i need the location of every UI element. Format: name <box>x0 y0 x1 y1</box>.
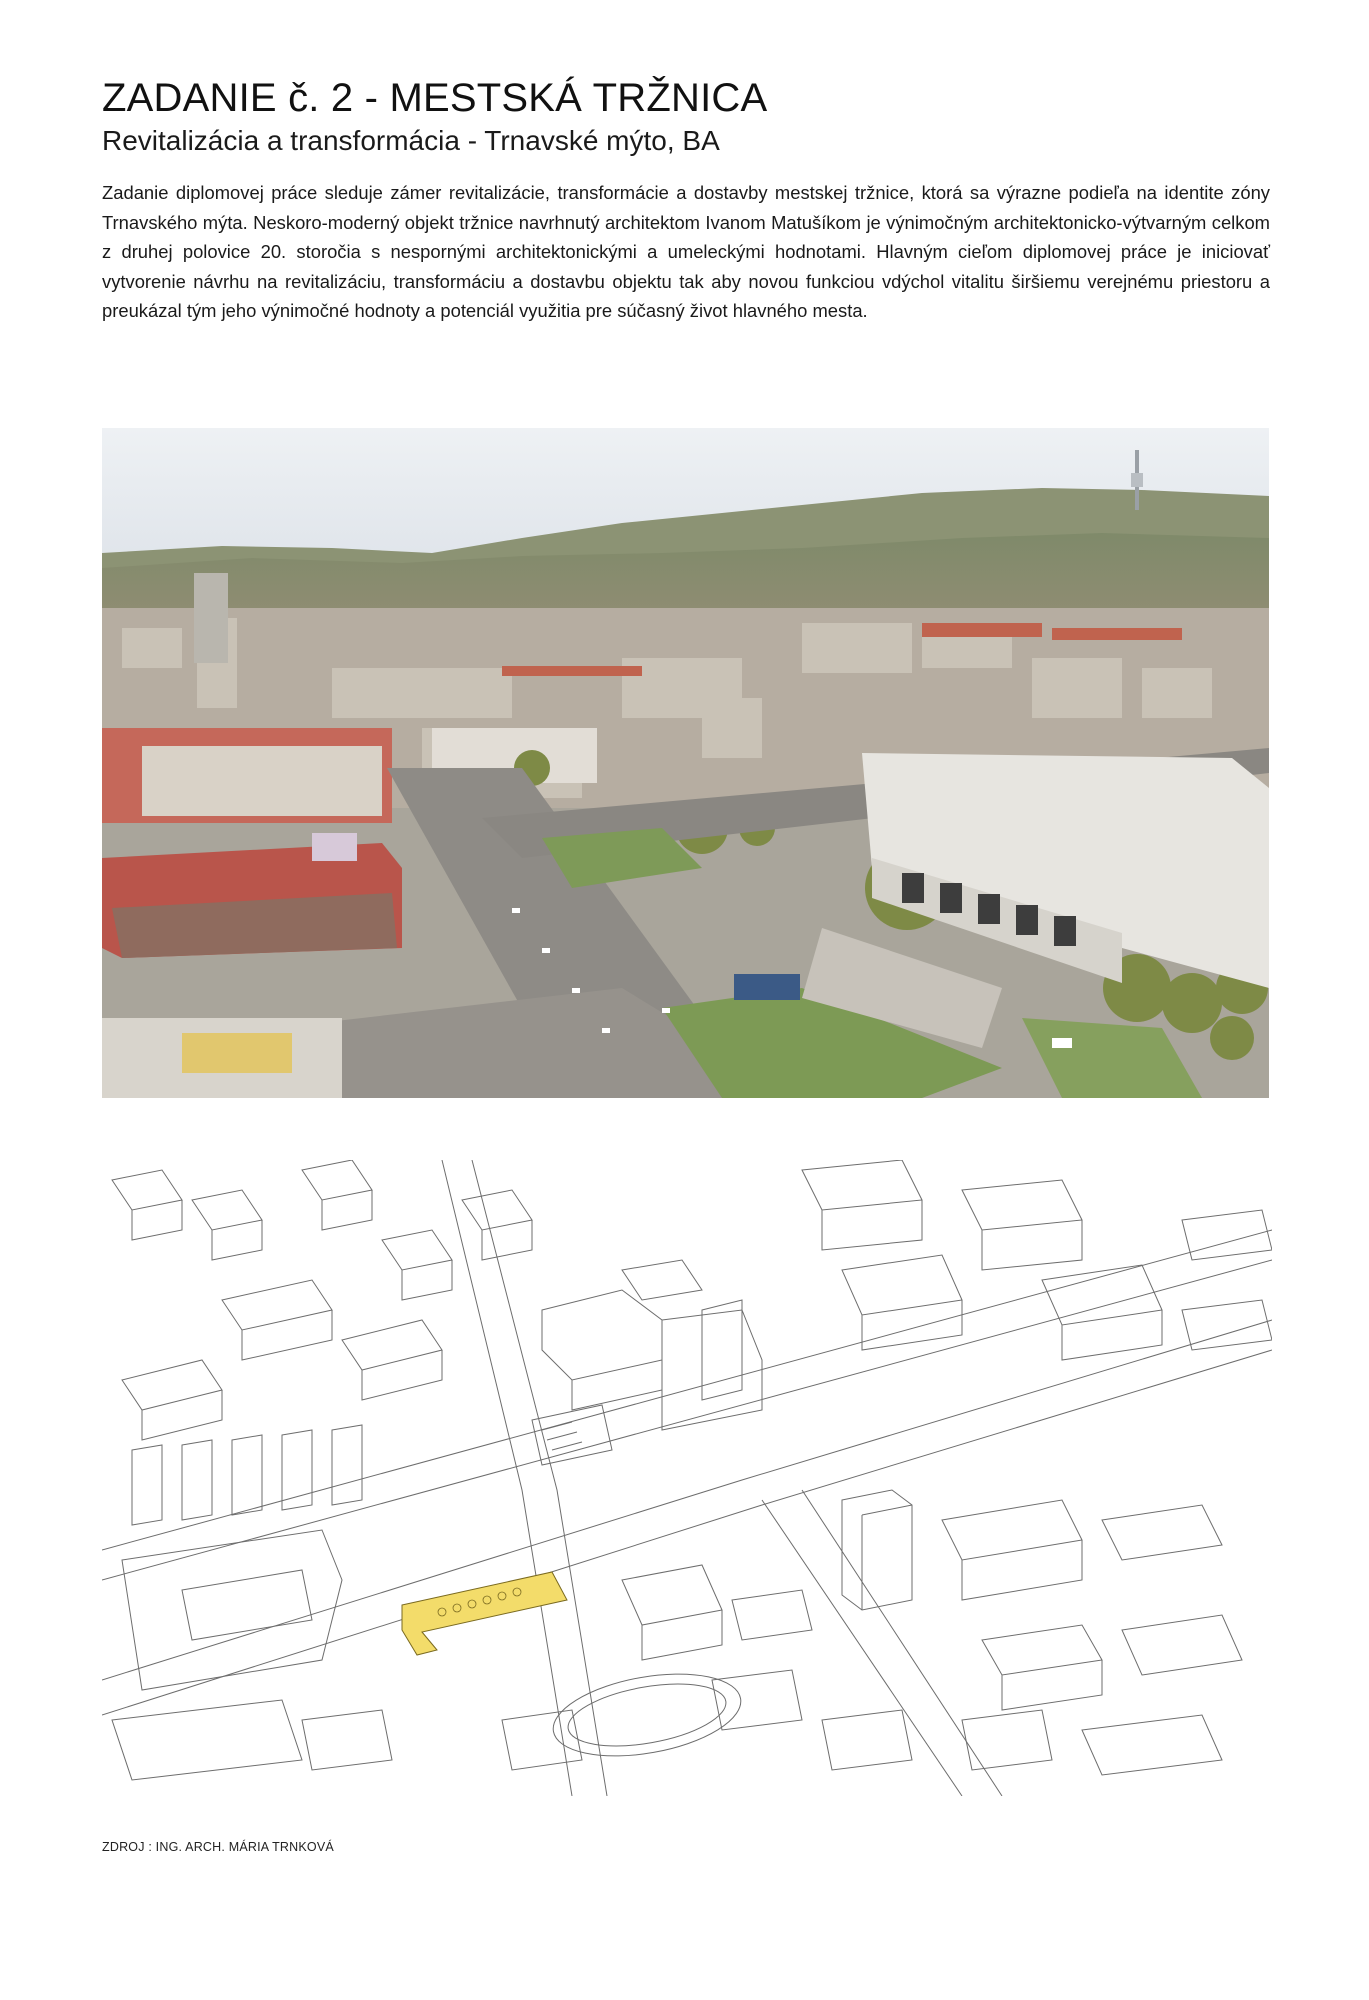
source-credit: ZDROJ : ING. ARCH. MÁRIA TRNKOVÁ <box>102 1840 334 1854</box>
intro-paragraph: Zadanie diplomovej práce sleduje zámer revitalizácie, transformácie a dostavby mestskej tržnice, ktorá sa výrazne podieľa na identite zóny Trnavského mýta. Neskoro-moderný objekt tržnice navrhnutý architektom Ivanom Matušíkom je výnimočným architektonicko-výtvarným celkom z druhej polovice 20. storočia s nespornými architektonickými a umeleckými hodnotami. Hlavným cieľom diplomovej práce je iniciovať vytvorenie návrhu na revitalizáciu, transformáciu a dostavbu objektu tak aby novou funkciou vdýchol vitalitu širšiemu verejnému priestoru a preukázal tým jeho výnimočné hodnoty a potenciál využitia pre súčasný život hlavného mesta. <box>102 182 1270 321</box>
page-title: ZADANIE č. 2 - MESTSKÁ TRŽNICA <box>102 76 768 120</box>
page-subtitle: Revitalizácia a transformácia - Trnavské mýto, BA <box>102 125 720 156</box>
aerial-photo <box>102 428 1269 1098</box>
axonometric-drawing <box>102 1160 1272 1796</box>
